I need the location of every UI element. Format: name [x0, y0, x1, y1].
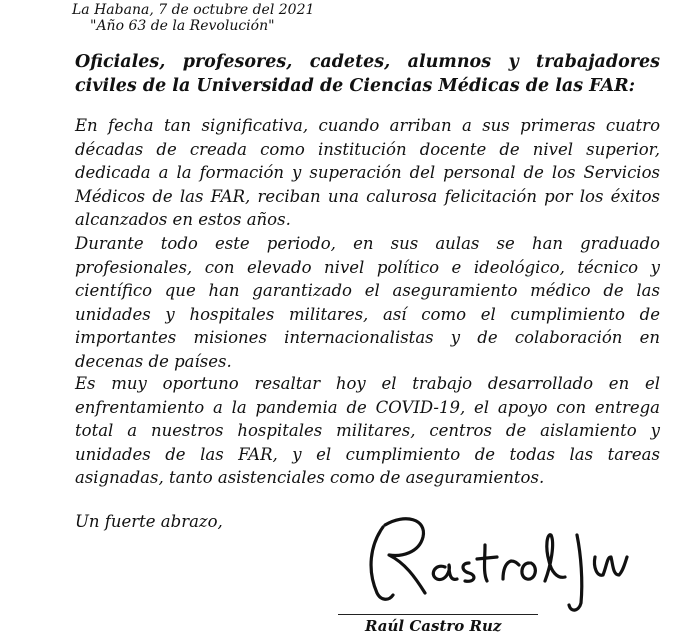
revolution-year-motto: "Año 63 de la Revolución" [90, 18, 275, 34]
dateline [72, 2, 314, 34]
body-paragraph-2: Durante todo este periodo, en sus aulas se han graduado profesionales, con elevado nivel político e ideológico, técnico y científico que han garantizado el aseguramiento médico de las unidades y hospitales militares, así como el cumplimiento de importantes misiones internacionalistas y de colaboración en decenas de países. [75, 234, 660, 371]
body-paragraph-3: Es muy oportuno resaltar hoy el trabajo desarrollado en el enfrentamiento a la pandemia de COVID-19, el apoyo con entrega total a nuestros hospitales militares, centros de aislamiento y unidades de las FAR, y el cumplimiento de todas las tareas asignadas, tanto asistenciales como de aseguramientos. [75, 374, 660, 487]
signer-name: Raúl Castro Ruz [365, 617, 502, 635]
closing-line: Un fuerte abrazo, [75, 512, 223, 531]
salutation: Oficiales, profesores, cadetes, alumnos y trabajadores civiles de la Universidad de Ciencias Médicas de las FAR: [75, 52, 660, 96]
handwritten-signature [345, 505, 645, 615]
body-paragraph-1: En fecha tan significativa, cuando arriban a sus primeras cuatro décadas de creada como institución docente de nivel superior, dedicada a la formación y superación del personal de los Servicios Médicos de las FAR, reciban una calurosa felicitación por los éxitos alcanzados en estos años. [75, 116, 660, 229]
signature-line [338, 614, 538, 615]
place-date: La Habana, 7 de octubre del 2021 [72, 2, 315, 18]
